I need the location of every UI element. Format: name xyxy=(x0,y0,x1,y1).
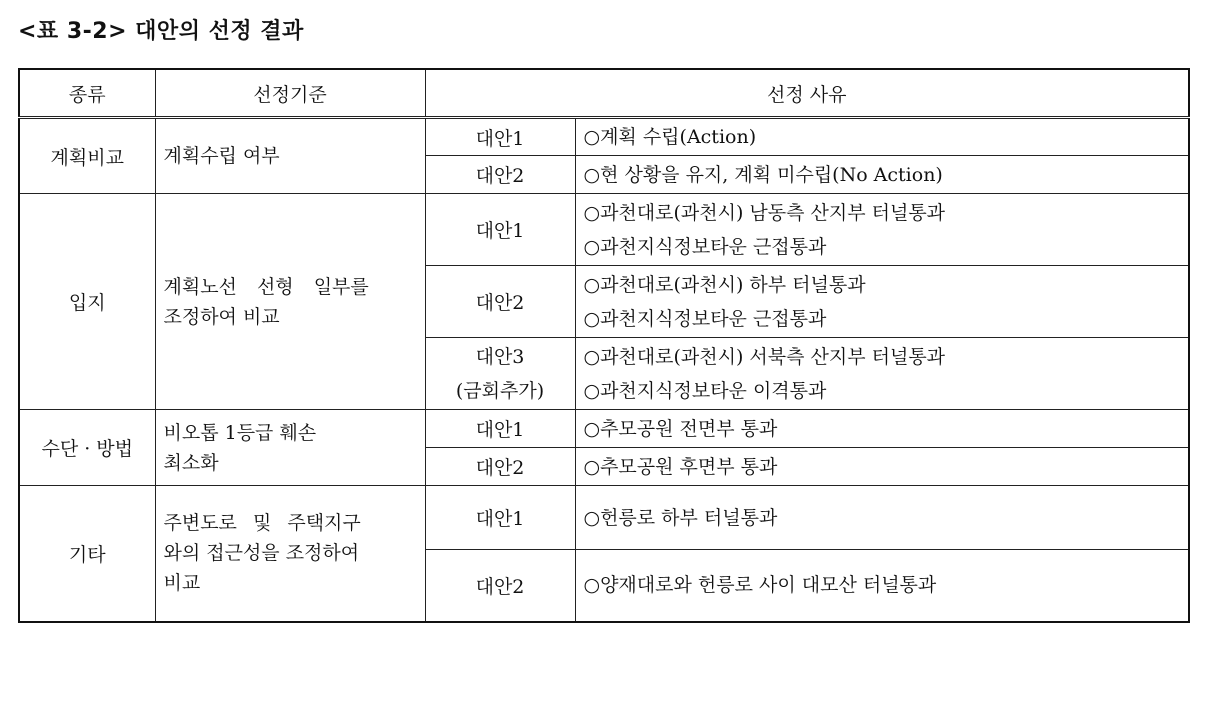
reason-cell xyxy=(575,156,1189,194)
alt-cell xyxy=(425,338,575,410)
header-criteria: 선정기준 xyxy=(155,69,425,118)
criteria-line: 와의 접근성을 조정하여 xyxy=(163,542,360,565)
reason-line: ○과천대로(과천시) 남동측 산지부 터널통과 xyxy=(583,201,946,224)
criteria-line: 계획수립 여부 xyxy=(163,145,280,167)
reason-cell xyxy=(575,118,1189,156)
reason-cell xyxy=(575,194,1189,266)
reason-cell xyxy=(575,266,1189,338)
table-row xyxy=(19,410,1189,448)
header-type: 종류 xyxy=(19,69,155,118)
alt-label: 대안2 xyxy=(475,457,525,479)
type-cell: 수단 · 방법 xyxy=(19,410,155,486)
criteria-cell xyxy=(155,118,425,194)
reason-line: ○과천대로(과천시) 하부 터널통과 xyxy=(583,273,866,296)
alt-label: 대안2 xyxy=(475,575,525,598)
table-row xyxy=(19,118,1189,156)
alt-label: 대안1 xyxy=(475,508,525,530)
alt-label: 대안2 xyxy=(475,165,525,187)
criteria-cell xyxy=(155,194,425,410)
reason-line: ○현 상황을 유지, 계획 미수립(No Action) xyxy=(583,163,943,186)
criteria-cell xyxy=(155,410,425,486)
table-row xyxy=(19,486,1189,550)
type-cell: 계획비교 xyxy=(19,118,155,194)
alt-label: 대안1 xyxy=(475,220,525,242)
reason-line: ○추모공원 후면부 통과 xyxy=(583,455,778,478)
alt-label: 대안3 xyxy=(475,345,525,368)
alt-cell xyxy=(425,118,575,156)
reason-line: ○과천지식정보타운 근접통과 xyxy=(583,235,827,258)
reason-line: ○추모공원 전면부 통과 xyxy=(583,417,778,440)
alt-cell xyxy=(425,448,575,486)
alt-cell xyxy=(425,550,575,622)
alt-cell xyxy=(425,156,575,194)
alt-note: (금회추가) xyxy=(455,379,545,402)
header-row xyxy=(19,69,1189,118)
type-cell: 입지 xyxy=(19,194,155,410)
reason-cell xyxy=(575,338,1189,410)
alt-label: 대안1 xyxy=(475,419,525,441)
reason-line: ○과천지식정보타운 근접통과 xyxy=(583,307,827,330)
criteria-line: 조정하여 비교 xyxy=(163,305,280,328)
reason-line: ○계획 수립(Action) xyxy=(583,126,757,148)
type-cell: 기타 xyxy=(19,486,155,622)
reason-cell xyxy=(575,550,1189,622)
alternatives-table xyxy=(18,68,1190,623)
reason-line: ○과천지식정보타운 이격통과 xyxy=(583,379,827,402)
header-reason: 선정 사유 xyxy=(425,69,1189,118)
criteria-line: 계획노선 선형 일부를 xyxy=(163,275,369,298)
criteria-line: 비오톱 1등급 훼손 xyxy=(163,421,317,444)
alt-label: 대안2 xyxy=(475,292,525,314)
criteria-cell xyxy=(155,486,425,622)
criteria-line: 주변도로 및 주택지구 xyxy=(163,512,361,535)
reason-line: ○양재대로와 헌릉로 사이 대모산 터널통과 xyxy=(583,574,937,597)
table-row xyxy=(19,194,1189,266)
reason-cell xyxy=(575,486,1189,550)
alt-cell xyxy=(425,194,575,266)
alt-cell xyxy=(425,486,575,550)
reason-line: ○헌릉로 하부 터널통과 xyxy=(583,506,778,529)
reason-cell xyxy=(575,410,1189,448)
alt-cell xyxy=(425,266,575,338)
criteria-line: 비교 xyxy=(163,572,201,595)
table-caption: <표 3-2> 대안의 선정 결과 xyxy=(18,19,304,44)
reason-cell xyxy=(575,448,1189,486)
reason-line: ○과천대로(과천시) 서북측 산지부 터널통과 xyxy=(583,345,946,368)
alt-label: 대안1 xyxy=(475,127,525,150)
alt-cell xyxy=(425,410,575,448)
criteria-line: 최소화 xyxy=(163,451,219,474)
